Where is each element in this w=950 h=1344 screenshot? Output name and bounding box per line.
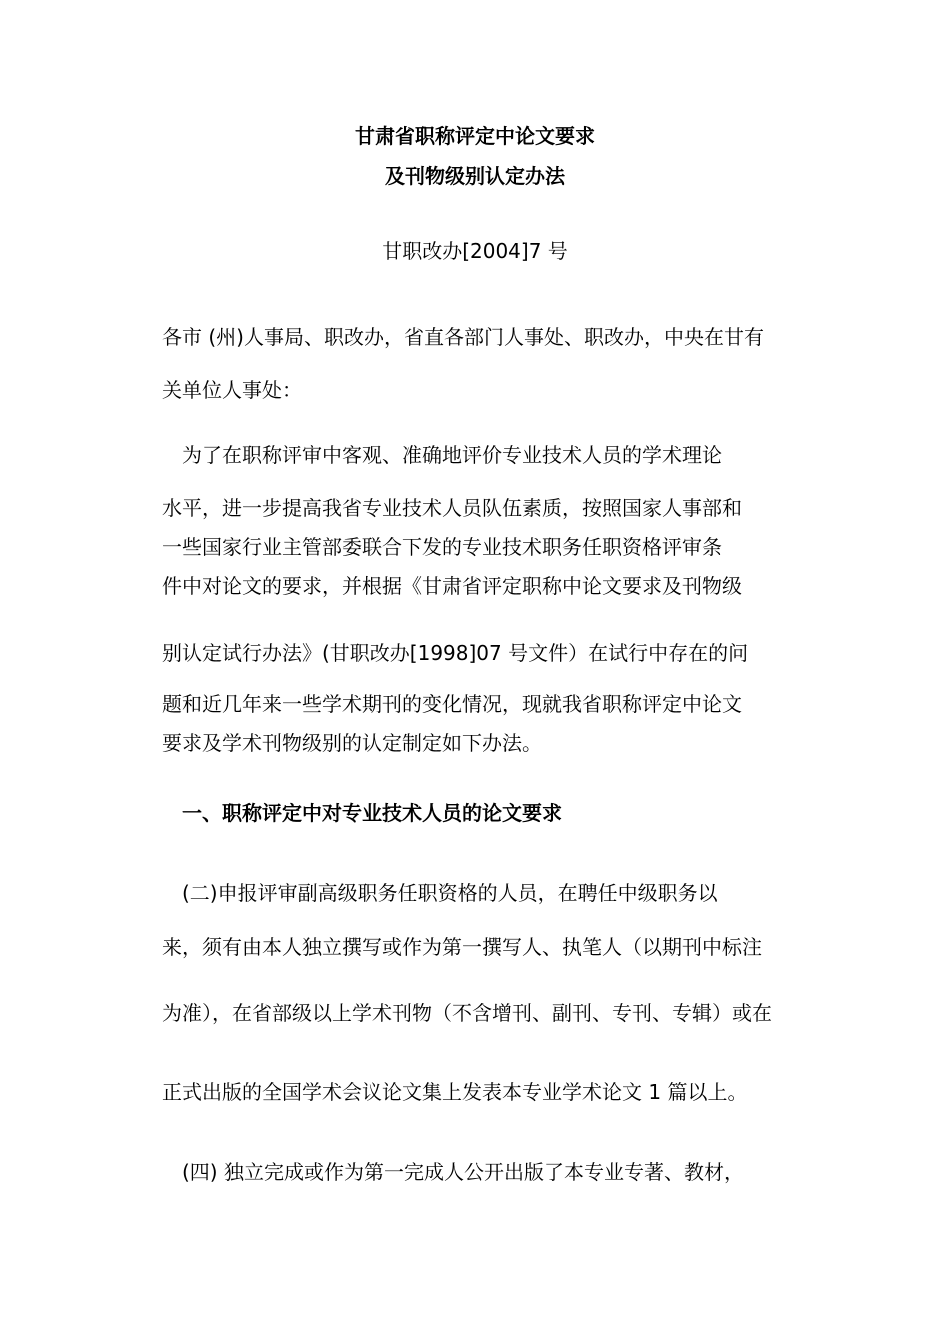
text-line: (四) 独立完成或作为第一完成人公开出版了本专业专著、教材，: [162, 1160, 744, 1184]
text-line: 为了在职称评审中客观、准确地评价专业技术人员的学术理论: [162, 443, 722, 467]
text-line: 为准），在省部级以上学术刊物（不含增刊、副刊、专刊、专辑）或在: [162, 1001, 772, 1025]
text-line: 关单位人事处：: [162, 378, 302, 402]
text-line: 各市 (州)人事局、职改办，省直各部门人事处、职改办，中央在甘有: [162, 325, 764, 349]
title-line-1: 甘肃省职称评定中论文要求: [355, 124, 595, 148]
text-line: 正式出版的全国学术会议论文集上发表本专业学术论文 1 篇以上。: [162, 1080, 748, 1104]
document-number: 甘职改办[2004]7 号: [382, 239, 568, 263]
section-heading: 一、职称评定中对专业技术人员的论文要求: [162, 801, 562, 825]
text-line: (二)申报评审副高级职务任职资格的人员，在聘任中级职务以: [162, 881, 718, 905]
text-line: 别认定试行办法》(甘职改办[1998]07 号文件）在试行中存在的问: [162, 641, 749, 665]
title-line-2: 及刊物级别认定办法: [385, 164, 565, 188]
text-line: 要求及学术刊物级别的认定制定如下办法。: [162, 731, 542, 755]
text-line: 件中对论文的要求，并根据《甘肃省评定职称中论文要求及刊物级: [162, 574, 742, 598]
text-line: 来，须有由本人独立撰写或作为第一撰写人、执笔人（以期刊中标注: [162, 935, 762, 959]
text-line: 水平，进一步提高我省专业技术人员队伍素质，按照国家人事部和: [162, 496, 742, 520]
text-line: 一些国家行业主管部委联合下发的专业技术职务任职资格评审条: [162, 535, 722, 559]
text-line: 题和近几年来一些学术期刊的变化情况，现就我省职称评定中论文: [162, 692, 742, 716]
